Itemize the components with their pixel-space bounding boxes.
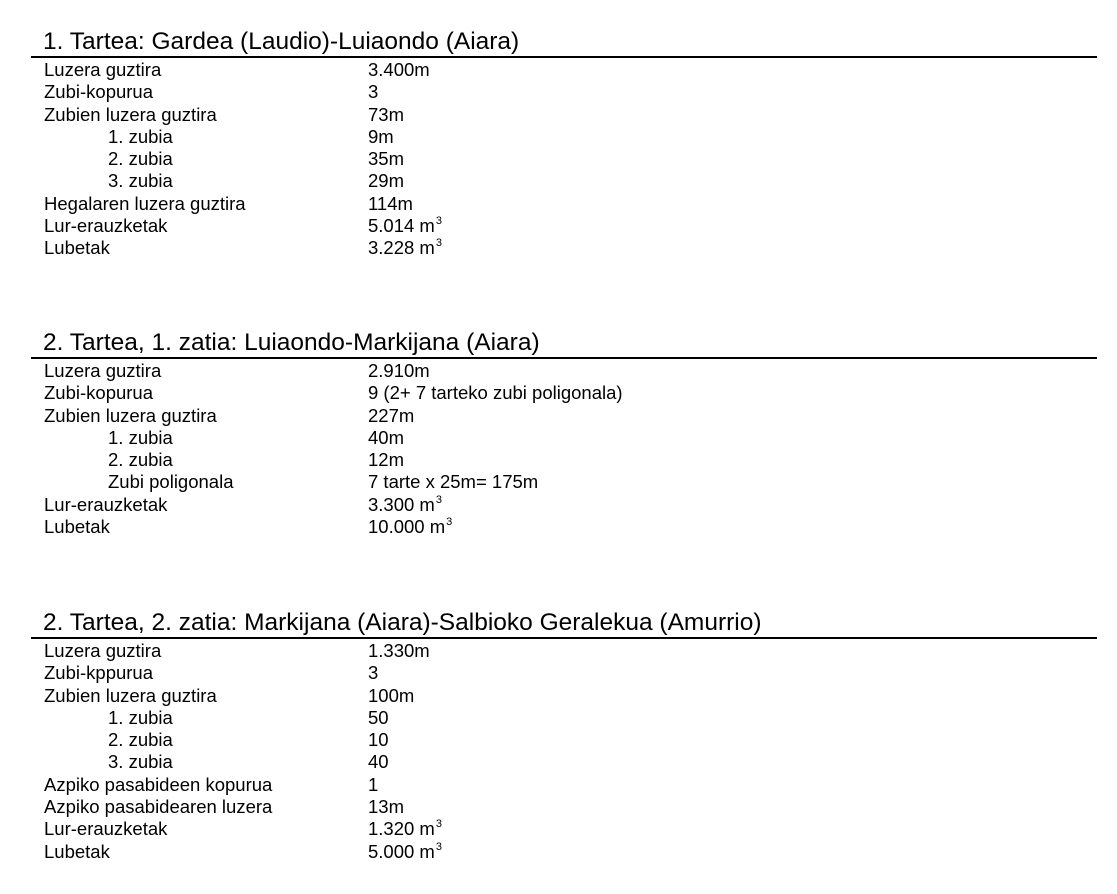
row-value (368, 81, 378, 103)
row-label: 3. zubia (108, 170, 173, 192)
row-value (368, 59, 430, 81)
row-value-text: 100m (368, 684, 415, 706)
row-value (368, 774, 378, 796)
row-label: Zubien luzera guztira (44, 404, 217, 426)
table-row (31, 81, 1097, 103)
table-row (31, 382, 1097, 404)
table-row (31, 104, 1097, 126)
cubic-meter-superscript: 3 (435, 493, 442, 506)
row-value-text: 73m (368, 103, 404, 125)
row-label: Zubi-kppurua (44, 662, 154, 684)
table-row (31, 640, 1097, 662)
table-row (31, 774, 1097, 796)
table-row (31, 126, 1097, 148)
row-value (368, 751, 389, 773)
row-value-text: 5.014 m (368, 215, 435, 237)
row-label: 3. zubia (108, 751, 173, 773)
row-value (368, 405, 414, 427)
row-value-text: 13m (368, 796, 404, 818)
row-value (368, 126, 394, 148)
row-value (368, 729, 389, 751)
table-row (31, 707, 1097, 729)
row-value-text: 9 (2+ 7 tarteko zubi poligonala) (368, 382, 623, 404)
table-row (31, 405, 1097, 427)
row-value (368, 427, 404, 449)
row-label: Lubetak (44, 237, 110, 259)
row-value (368, 170, 404, 192)
table-row (31, 148, 1097, 170)
row-value-text: 227m (368, 404, 415, 426)
row-value (368, 471, 538, 493)
row-value (368, 148, 404, 170)
table-row (31, 818, 1097, 840)
row-value-text: 1 (368, 773, 379, 795)
table-row (31, 796, 1097, 818)
row-value (368, 685, 414, 707)
row-label: Luzera guztira (44, 59, 162, 80)
table-row (31, 471, 1097, 493)
section-rows (31, 360, 1097, 538)
row-value (368, 662, 378, 684)
table-row (31, 729, 1097, 751)
table-row (31, 215, 1097, 237)
row-label: 1. zubia (108, 426, 173, 448)
row-value (368, 640, 430, 662)
row-label: Luzera guztira (44, 640, 162, 661)
row-value (368, 707, 389, 729)
cubic-meter-superscript: 3 (435, 818, 442, 831)
row-label: Azpiko pasabideen kopurua (44, 773, 273, 795)
section (31, 29, 1097, 260)
table-row (31, 237, 1097, 259)
section (31, 610, 1097, 863)
row-value-text: 3.300 m (368, 493, 435, 515)
table-row (31, 360, 1097, 382)
row-value-text: 10 (368, 729, 389, 751)
row-label: 1. zubia (108, 125, 173, 147)
row-value-text: 3.228 m (368, 237, 435, 259)
row-value-text: 2.910m (368, 360, 430, 381)
row-value-text: 12m (368, 449, 404, 471)
row-value-text: 3.400m (368, 59, 430, 80)
row-value-text: 29m (368, 170, 404, 192)
row-value-text: 50 (368, 706, 389, 728)
row-label: Zubien luzera guztira (44, 103, 217, 125)
row-label: Lur-erauzketak (44, 215, 168, 237)
table-row (31, 494, 1097, 516)
row-value (368, 237, 442, 262)
row-label: Luzera guztira (44, 360, 162, 381)
row-value-text: 114m (368, 192, 413, 214)
table-row (31, 751, 1097, 773)
row-label: Zubien luzera guztira (44, 684, 217, 706)
section (31, 330, 1097, 538)
row-value-text: 40 (368, 751, 389, 773)
row-value (368, 449, 404, 471)
row-label: 1. zubia (108, 706, 173, 728)
cubic-meter-superscript: 3 (446, 516, 453, 529)
table-row (31, 170, 1097, 192)
row-label: Azpiko pasabidearen luzera (44, 796, 273, 818)
row-value-text: 9m (368, 125, 394, 147)
table-row (31, 193, 1097, 215)
row-value (368, 516, 452, 541)
row-label: 2. zubia (108, 148, 173, 170)
table-row (31, 59, 1097, 81)
row-value-text: 3 (368, 81, 379, 103)
row-value (368, 104, 404, 126)
row-value-text: 10.000 m (368, 516, 446, 538)
row-value-text: 3 (368, 662, 379, 684)
row-label: Lubetak (44, 840, 110, 862)
row-value (368, 796, 404, 818)
row-label: 2. zubia (108, 729, 173, 751)
row-label: Hegalaren luzera guztira (44, 192, 246, 214)
section-title: 1. Tartea: Gardea (Laudio)-Luiaondo (Aiara) (31, 29, 1097, 58)
table-row (31, 449, 1097, 471)
row-label: Lur-erauzketak (44, 493, 168, 515)
row-value-text: 1.330m (368, 640, 430, 661)
row-value-text: 40m (368, 426, 404, 448)
cubic-meter-superscript: 3 (435, 215, 442, 228)
table-row (31, 685, 1097, 707)
row-value (368, 193, 413, 215)
row-label: Lur-erauzketak (44, 818, 168, 840)
section-rows (31, 59, 1097, 260)
row-value (368, 841, 442, 866)
table-row (31, 516, 1097, 538)
row-value-text: 7 tarte x 25m= 175m (368, 471, 539, 493)
row-label: 2. zubia (108, 449, 173, 471)
section-title: 2. Tartea, 2. zatia: Markijana (Aiara)-Salbioko Geralekua (Amurrio) (31, 610, 1097, 639)
table-row (31, 662, 1097, 684)
table-row (31, 427, 1097, 449)
section-title: 2. Tartea, 1. zatia: Luiaondo-Markijana (Aiara) (31, 330, 1097, 359)
row-value (368, 360, 430, 382)
cubic-meter-superscript: 3 (435, 237, 442, 250)
cubic-meter-superscript: 3 (435, 840, 442, 853)
row-value-text: 1.320 m (368, 818, 435, 840)
row-value-text: 35m (368, 148, 404, 170)
row-label: Lubetak (44, 516, 110, 538)
row-label: Zubi poligonala (108, 471, 234, 493)
row-label: Zubi-kopurua (44, 382, 154, 404)
row-label: Zubi-kopurua (44, 81, 154, 103)
row-value (368, 382, 623, 404)
section-rows (31, 640, 1097, 863)
row-value-text: 5.000 m (368, 840, 435, 862)
table-row (31, 841, 1097, 863)
